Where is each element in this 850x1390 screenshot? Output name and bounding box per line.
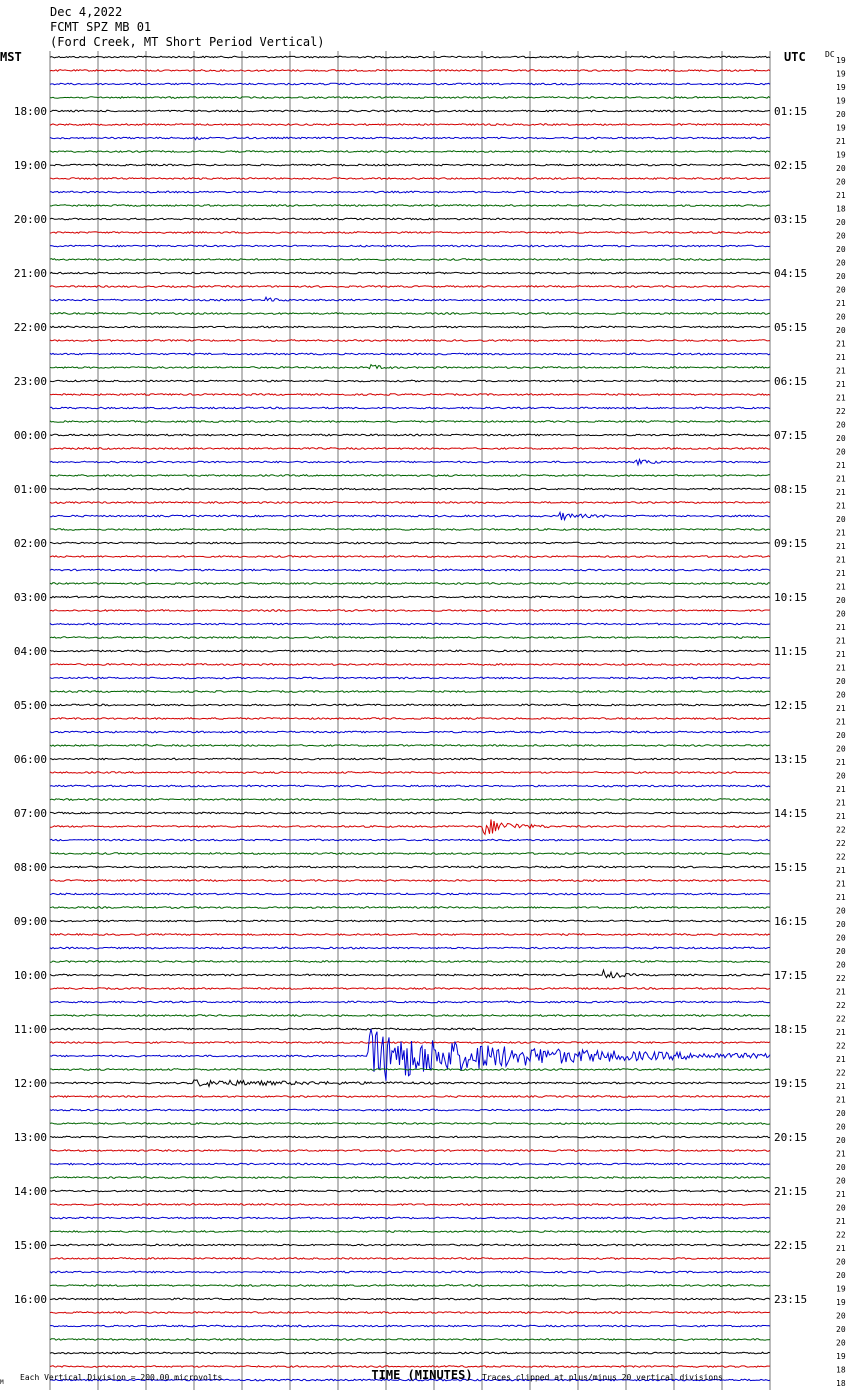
- dc-offset-label: 20: [836, 245, 846, 254]
- seismic-trace: [50, 1015, 770, 1017]
- seismic-trace: [50, 488, 770, 490]
- seismic-trace: [50, 704, 770, 706]
- dc-offset-label: 20: [836, 326, 846, 335]
- dc-offset-label: 19: [836, 123, 846, 133]
- right-time-label: 12:15: [774, 699, 808, 712]
- left-time-label: 10:00: [13, 969, 47, 982]
- dc-offset-label: 20: [836, 231, 846, 241]
- dc-offset-label: 20: [836, 596, 846, 605]
- right-axis-title: UTC: [784, 50, 806, 64]
- seismic-trace: [50, 1136, 770, 1138]
- seismic-trace: [50, 512, 770, 520]
- dc-offset-label: 21: [836, 812, 846, 821]
- dc-offset-label: 21: [836, 474, 846, 484]
- seismic-trace: [50, 907, 770, 909]
- seismic-trace: [50, 866, 770, 868]
- seismic-trace: [50, 1096, 770, 1098]
- seismic-trace: [50, 583, 770, 585]
- seismic-trace: [50, 313, 770, 315]
- dc-offset-label: 20: [836, 447, 846, 457]
- seismic-trace: [50, 1028, 770, 1030]
- dc-offset-label: 21: [836, 1244, 846, 1253]
- dc-offset-label: 20: [836, 1338, 846, 1348]
- seismic-trace: [50, 920, 770, 922]
- dc-offset-label: 21: [836, 501, 846, 511]
- right-time-label: 20:15: [774, 1131, 808, 1144]
- dc-offset-label: 20: [836, 177, 846, 187]
- dc-offset-label: 20: [836, 1311, 846, 1321]
- seismic-trace: [50, 434, 770, 436]
- left-time-label: 04:00: [13, 645, 47, 658]
- seismic-trace: [50, 164, 770, 166]
- left-time-label: 00:00: [13, 429, 47, 442]
- header-date: Dec 4,2022: [50, 5, 123, 19]
- left-time-label: 18:00: [13, 105, 47, 118]
- dc-offset-label: 22: [836, 1014, 846, 1024]
- dc-offset-label: 20: [836, 1271, 846, 1280]
- left-time-label: 15:00: [13, 1239, 47, 1252]
- dc-offset-label: 21: [836, 1217, 846, 1226]
- dc-offset-label: 21: [836, 893, 846, 902]
- seismic-trace: [50, 97, 770, 99]
- left-axis-title: MST: [0, 50, 22, 64]
- dc-offset-label: 21: [836, 785, 846, 794]
- seismic-trace: [50, 880, 770, 882]
- dc-offset-label: 21: [836, 623, 846, 632]
- dc-offset-label: 20: [836, 1136, 846, 1145]
- dc-offset-label: 20: [836, 434, 846, 443]
- dc-offset-label: 21: [836, 798, 846, 808]
- dc-offset-label: 21: [836, 987, 846, 997]
- seismic-trace: [50, 259, 770, 261]
- dc-offset-label: 21: [836, 542, 846, 551]
- dc-offset-label: 18: [836, 204, 846, 214]
- seismic-trace: [50, 137, 770, 140]
- corner-mark: M: [0, 1379, 4, 1386]
- seismic-trace: [50, 569, 770, 571]
- dc-offset-label: 20: [836, 1163, 846, 1172]
- dc-offset-label: 19: [836, 69, 846, 79]
- dc-offset-label: 19: [836, 150, 846, 160]
- dc-offset-label: 20: [836, 1257, 846, 1267]
- dc-offset-label: 21: [836, 1028, 846, 1037]
- seismic-trace: [50, 232, 770, 234]
- dc-offset-label: 18: [836, 1379, 846, 1388]
- scale-note: Each Vertical Division = 200.00 microvolts: [20, 1373, 223, 1382]
- dc-offset-label: 21: [836, 866, 846, 875]
- right-time-label: 03:15: [774, 213, 808, 226]
- clip-note: Traces clipped at plus/minus 20 vertical divisions: [482, 1373, 723, 1382]
- left-time-label: 12:00: [13, 1077, 47, 1090]
- dc-offset-label: 21: [836, 717, 846, 727]
- seismic-trace: [50, 650, 770, 652]
- dc-offset-label: 22: [836, 1068, 846, 1078]
- seismic-trace: [50, 407, 770, 409]
- dc-offset-label: 20: [836, 285, 846, 295]
- seismic-trace: [50, 245, 770, 247]
- left-time-label: 16:00: [13, 1293, 47, 1306]
- seismic-trace: [50, 610, 770, 612]
- seismic-trace: [50, 637, 770, 639]
- left-time-label: 06:00: [13, 753, 47, 766]
- dc-offset-label: 19: [836, 1284, 846, 1294]
- dc-offset-label: 20: [836, 515, 846, 524]
- left-time-label: 14:00: [13, 1185, 47, 1198]
- right-time-label: 19:15: [774, 1077, 808, 1090]
- seismic-trace: [50, 83, 770, 85]
- seismic-trace: [50, 1339, 770, 1341]
- seismic-trace: [50, 1150, 770, 1152]
- dc-offset-label: 20: [836, 947, 846, 956]
- seismic-trace: [50, 124, 770, 126]
- dc-offset-label: 22: [836, 1001, 846, 1010]
- seismic-trace: [50, 1271, 770, 1273]
- right-time-label: 08:15: [774, 483, 808, 496]
- dc-offset-label: 19: [836, 1298, 846, 1307]
- left-time-label: 02:00: [13, 537, 47, 550]
- seismic-trace: [50, 934, 770, 936]
- seismic-trace: [50, 988, 770, 990]
- dc-offset-label: 20: [836, 1203, 846, 1213]
- seismic-trace: [50, 556, 770, 558]
- seismic-trace: [50, 812, 770, 814]
- dc-offset-label: 21: [836, 582, 846, 592]
- dc-offset-label: 19: [836, 1352, 846, 1361]
- dc-offset-label: 19: [836, 83, 846, 92]
- right-time-label: 21:15: [774, 1185, 808, 1198]
- right-time-label: 17:15: [774, 969, 808, 982]
- dc-offset-label: 21: [836, 650, 846, 659]
- dc-column-title: DC: [825, 50, 835, 59]
- dc-offset-label: 21: [836, 339, 846, 349]
- left-time-label: 23:00: [13, 375, 47, 388]
- seismic-trace: [50, 691, 770, 693]
- dc-offset-label: 21: [836, 366, 846, 376]
- dc-offset-label: 22: [836, 852, 846, 862]
- dc-offset-label: 20: [836, 164, 846, 173]
- left-time-label: 09:00: [13, 915, 47, 928]
- seismic-trace: [50, 286, 770, 288]
- right-time-label: 04:15: [774, 267, 808, 280]
- right-time-label: 15:15: [774, 861, 808, 874]
- dc-offset-label: 21: [836, 704, 846, 713]
- dc-offset-label: 20: [836, 110, 846, 119]
- dc-offset-label: 21: [836, 380, 846, 389]
- seismic-trace: [50, 970, 770, 978]
- left-time-label: 11:00: [13, 1023, 47, 1036]
- dc-offset-label: 20: [836, 731, 846, 740]
- right-time-label: 14:15: [774, 807, 808, 820]
- seismic-trace: [50, 819, 770, 834]
- seismic-trace: [50, 623, 770, 625]
- right-time-label: 02:15: [774, 159, 808, 172]
- seismic-trace: [50, 365, 770, 369]
- seismic-trace: [50, 1123, 770, 1125]
- dc-offset-label: 22: [836, 974, 846, 983]
- left-time-label: 03:00: [13, 591, 47, 604]
- seismic-trace: [50, 353, 770, 355]
- dc-offset-label: 20: [836, 771, 846, 781]
- seismic-trace: [50, 110, 770, 112]
- seismic-trace: [50, 799, 770, 801]
- seismic-trace: [50, 1231, 770, 1233]
- seismic-trace: [50, 70, 770, 72]
- seismic-trace: [50, 1042, 770, 1044]
- dc-offset-label: 20: [836, 690, 846, 700]
- header-description: (Ford Creek, MT Short Period Vertical): [50, 35, 325, 49]
- seismic-trace: [50, 529, 770, 531]
- dc-offset-label: 20: [836, 258, 846, 268]
- dc-offset-label: 20: [836, 218, 846, 227]
- left-time-label: 01:00: [13, 483, 47, 496]
- seismic-trace: [50, 340, 770, 342]
- seismic-trace: [50, 502, 770, 504]
- seismic-trace: [50, 56, 770, 58]
- header-station: FCMT SPZ MB 01: [50, 20, 152, 34]
- seismic-trace: [50, 191, 770, 193]
- dc-offset-label: 20: [836, 272, 846, 281]
- dc-offset-label: 20: [836, 677, 846, 686]
- dc-offset-label: 21: [836, 555, 846, 565]
- left-time-label: 21:00: [13, 267, 47, 280]
- seismic-trace: [50, 1190, 770, 1192]
- seismic-trace: [50, 853, 770, 855]
- dc-offset-label: 21: [836, 1190, 846, 1199]
- seismic-trace: [50, 947, 770, 949]
- dc-offset-label: 21: [836, 879, 846, 889]
- right-time-label: 09:15: [774, 537, 808, 550]
- seismic-trace: [50, 1312, 770, 1314]
- dc-offset-label: 21: [836, 1095, 846, 1105]
- seismic-trace: [50, 745, 770, 747]
- left-time-label: 05:00: [13, 699, 47, 712]
- left-time-label: 19:00: [13, 159, 47, 172]
- seismic-trace: [50, 1258, 770, 1260]
- right-time-label: 11:15: [774, 645, 808, 658]
- left-time-label: 20:00: [13, 213, 47, 226]
- dc-offset-label: 21: [836, 137, 846, 146]
- seismic-trace: [50, 731, 770, 733]
- seismic-trace: [50, 718, 770, 720]
- right-time-label: 01:15: [774, 105, 808, 118]
- seismic-trace: [50, 1217, 770, 1219]
- dc-offset-label: 21: [836, 353, 846, 362]
- seismic-trace: [50, 178, 770, 180]
- dc-offset-label: 21: [836, 393, 846, 403]
- dc-offset-label: 21: [836, 1055, 846, 1064]
- dc-offset-label: 21: [836, 299, 846, 308]
- dc-offset-label: 19: [836, 56, 846, 65]
- right-time-label: 23:15: [774, 1293, 808, 1306]
- seismic-trace: [50, 1204, 770, 1206]
- seismic-trace: [50, 1080, 770, 1087]
- seismic-trace: [50, 785, 770, 787]
- dc-offset-label: 20: [836, 920, 846, 929]
- seismic-trace: [50, 1298, 770, 1300]
- seismic-trace: [50, 394, 770, 396]
- dc-offset-label: 21: [836, 191, 846, 200]
- dc-offset-label: 22: [836, 1230, 846, 1240]
- seismic-trace: [50, 326, 770, 328]
- seismic-trace: [50, 1109, 770, 1111]
- dc-offset-label: 22: [836, 825, 846, 835]
- seismic-trace: [50, 758, 770, 760]
- seismic-trace: [50, 1244, 770, 1246]
- dc-offset-label: 20: [836, 609, 846, 619]
- seismic-trace: [50, 1177, 770, 1179]
- seismic-trace: [50, 1285, 770, 1287]
- seismic-trace: [50, 380, 770, 382]
- seismic-trace: [50, 272, 770, 274]
- seismic-trace: [50, 596, 770, 598]
- seismic-trace: [50, 1352, 770, 1354]
- left-time-label: 13:00: [13, 1131, 47, 1144]
- seismic-trace: [50, 151, 770, 153]
- dc-offset-label: 21: [836, 1082, 846, 1091]
- seismic-trace: [50, 448, 770, 450]
- seismic-trace: [50, 297, 770, 301]
- dc-offset-label: 22: [836, 839, 846, 848]
- left-time-label: 07:00: [13, 807, 47, 820]
- right-time-label: 16:15: [774, 915, 808, 928]
- seismic-trace: [50, 893, 770, 895]
- dc-offset-label: 21: [836, 758, 846, 767]
- seismic-trace: [50, 218, 770, 220]
- seismic-trace: [50, 1029, 770, 1081]
- right-time-label: 18:15: [774, 1023, 808, 1036]
- dc-offset-label: 18: [836, 1365, 846, 1375]
- seismic-trace: [50, 772, 770, 774]
- dc-offset-label: 20: [836, 744, 846, 754]
- right-time-label: 22:15: [774, 1239, 808, 1252]
- dc-offset-label: 20: [836, 312, 846, 322]
- dc-offset-label: 21: [836, 1149, 846, 1159]
- dc-offset-label: 22: [836, 1041, 846, 1051]
- seismic-trace: [50, 205, 770, 207]
- right-time-label: 13:15: [774, 753, 808, 766]
- x-axis-title: TIME (MINUTES): [371, 1368, 473, 1382]
- left-time-label: 08:00: [13, 861, 47, 874]
- seismic-trace: [50, 459, 770, 465]
- dc-offset-label: 20: [836, 906, 846, 916]
- seismic-trace: [50, 961, 770, 963]
- dc-offset-label: 21: [836, 488, 846, 497]
- dc-offset-label: 21: [836, 569, 846, 578]
- dc-offset-label: 20: [836, 960, 846, 970]
- seismic-trace: [50, 542, 770, 544]
- dc-offset-label: 20: [836, 1325, 846, 1334]
- right-time-label: 06:15: [774, 375, 808, 388]
- right-time-label: 07:15: [774, 429, 808, 442]
- dc-offset-label: 20: [836, 1122, 846, 1132]
- dc-offset-label: 21: [836, 663, 846, 673]
- seismic-trace: [50, 1001, 770, 1003]
- right-time-label: 05:15: [774, 321, 808, 334]
- dc-offset-label: 19: [836, 96, 846, 106]
- dc-offset-label: 21: [836, 636, 846, 646]
- dc-offset-label: 21: [836, 461, 846, 470]
- dc-offset-label: 20: [836, 420, 846, 430]
- dc-offset-label: 20: [836, 1109, 846, 1118]
- dc-offset-label: 20: [836, 933, 846, 943]
- seismic-trace: [50, 664, 770, 666]
- seismic-trace: [50, 677, 770, 679]
- right-time-label: 10:15: [774, 591, 808, 604]
- dc-offset-label: 20: [836, 1176, 846, 1186]
- seismic-trace: [50, 421, 770, 423]
- seismic-trace: [50, 1325, 770, 1327]
- dc-offset-label: 21: [836, 528, 846, 538]
- seismic-trace: [50, 475, 770, 477]
- left-time-label: 22:00: [13, 321, 47, 334]
- dc-offset-label: 22: [836, 407, 846, 416]
- seismic-trace: [50, 839, 770, 841]
- seismic-trace: [50, 1163, 770, 1165]
